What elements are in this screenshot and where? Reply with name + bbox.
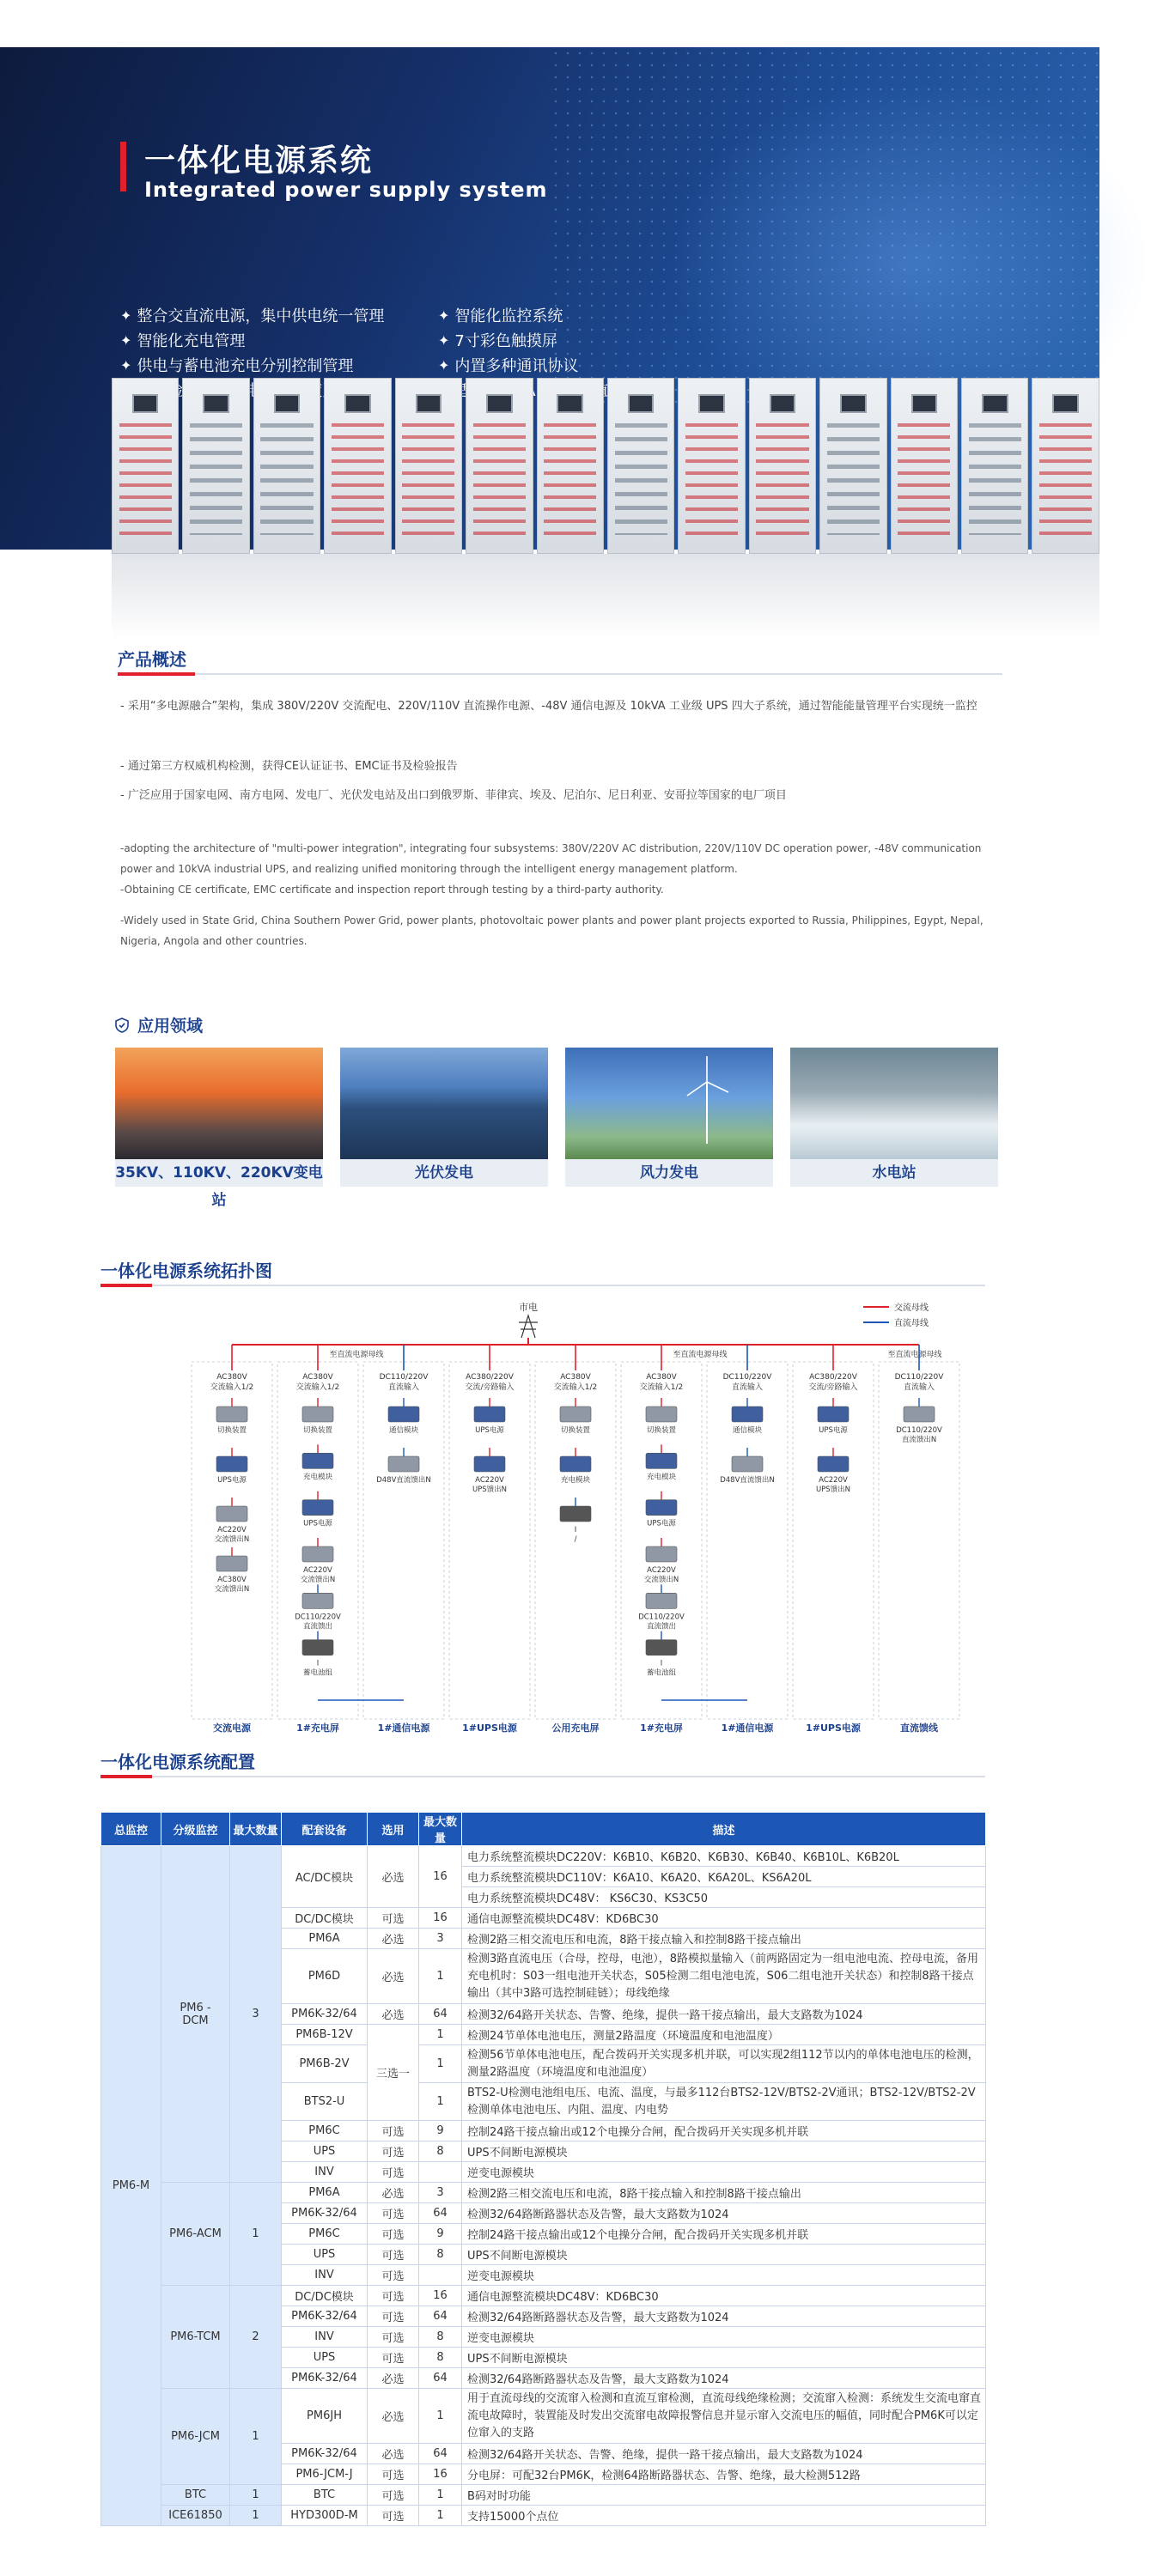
input-label: 交流/旁路输入 [465, 1383, 515, 1392]
input-label: 交流输入1/2 [553, 1383, 598, 1392]
input-label: 交流输入1/2 [639, 1383, 684, 1392]
table-row: INV 可选 8 逆变电源模块 [101, 2327, 986, 2348]
device-icon [474, 1456, 505, 1472]
device-label: 交流馈出N [300, 1576, 336, 1584]
device-label: UPS电源 [217, 1476, 247, 1485]
device-label: 切换装置 [646, 1426, 677, 1435]
feature-item: ✦ 内置多种通讯协议 [438, 356, 579, 375]
device-label: 切换装置 [302, 1426, 333, 1435]
star-icon: ✦ [120, 307, 132, 324]
device-label: 通信模块 [388, 1426, 419, 1435]
device-label: UPS电源 [303, 1519, 332, 1528]
feature-item: ✦ 智能化监控系统 [438, 307, 563, 325]
star-icon: ✦ [120, 356, 132, 374]
device-icon [302, 1593, 333, 1608]
table-row: INV 可选 逆变电源模块 [101, 2162, 986, 2183]
table-row: BTC 1 BTC 可选 1 B码对时功能 [101, 2485, 986, 2506]
input-label: AC380/220V [466, 1373, 514, 1382]
table-row: 电力系统整流模块DC110V：K6A10、K6A20、K6A20L、KS6A20L [101, 1867, 986, 1887]
device-label: 充电模块 [646, 1473, 677, 1482]
device-label: DC110/220V [295, 1613, 341, 1622]
device-label: 直流馈出 [646, 1622, 677, 1631]
device-icon [216, 1506, 247, 1522]
feature-item: ✦ 整合交直流电源，集中供电统一管理 [120, 307, 385, 325]
device-label: 直流馈出 [302, 1622, 333, 1631]
panel-name: 1#UPS电源 [806, 1722, 861, 1734]
overview-heading: 产品概述 [118, 649, 186, 670]
application-card: 35KV、110KV、220KV变电站 [115, 1048, 323, 1187]
wind-photo [565, 1048, 773, 1159]
table-row: INV 可选 逆变电源模块 [101, 2265, 986, 2286]
table-row: PM6B-12V 三选一 1 检测24节单体电池电压，测量2路温度（环境温度和电池温度） [101, 2025, 986, 2045]
table-row: PM6K-32/64 必选 64 检测32/64路开关状态、告警、绝缘，提供一路干接点输出，最大支路数为1024 [101, 2444, 986, 2464]
group-cell: PM6-JCM [161, 2389, 230, 2485]
shield-icon [115, 1018, 129, 1033]
col-header: 配套设备 [282, 1813, 368, 1846]
device-label: 交流馈出N [214, 1535, 250, 1544]
device-icon [904, 1406, 935, 1422]
bus-label: 至直流电源母线 [329, 1351, 384, 1359]
device-label: AC220V [217, 1526, 247, 1534]
feature-item: ✦ 智能化充电管理 [120, 331, 246, 350]
feature-item: ✦ 7寸彩色触摸屏 [438, 331, 557, 350]
device-icon [216, 1556, 247, 1571]
table-row: UPS 可选 8 UPS不间断电源模块 [101, 2245, 986, 2265]
application-card: 水电站 [790, 1048, 998, 1187]
device-label: AC220V [475, 1476, 504, 1485]
device-icon [646, 1406, 677, 1422]
device-label: 蓄电池组 [302, 1668, 333, 1678]
col-header: 描述 [462, 1813, 986, 1846]
table-row: PM6-JCM-J 可选 16 分电屏：可配32台PM6K，检测64路断路器状态、告警、绝缘，最大检测512路 [101, 2464, 986, 2485]
device-label: 蓄电池组 [646, 1668, 677, 1678]
device-label: 交流馈出N [214, 1585, 250, 1594]
star-icon: ✦ [120, 331, 132, 349]
device-icon [560, 1456, 591, 1472]
legend-ac-label: 交流母线 [894, 1303, 929, 1313]
device-icon [302, 1640, 333, 1656]
device-icon [646, 1500, 677, 1516]
device-label: UPS馈出N [472, 1485, 508, 1494]
panel-name: 1#充电屏 [296, 1722, 339, 1734]
substation-photo [115, 1048, 323, 1159]
device-label: I [316, 1659, 320, 1668]
page-subtitle: Integrated power supply system [144, 178, 548, 202]
input-label: DC110/220V [379, 1373, 429, 1382]
device-icon [646, 1640, 677, 1656]
table-row: ICE61850 1 HYD300D-M 可选 1 支持15000个点位 [101, 2506, 986, 2526]
input-label: 直流输入 [903, 1383, 935, 1392]
device-label: UPS电源 [819, 1426, 848, 1435]
topology-diagram [185, 1297, 992, 1743]
device-icon [388, 1456, 419, 1472]
panel-name: 1#通信电源 [377, 1722, 430, 1734]
master-cell: PM6-M [101, 1846, 161, 2526]
device-label: D48V直流馈出N [376, 1476, 431, 1485]
table-row: PM6-M PM6 - DCM 3 AC/DC模块 必选 16 电力系统整流模块DC220V：K6B10、K6B20、K6B30、K6B40、K6B10L、K6B20L [101, 1846, 986, 1867]
device-icon [646, 1453, 677, 1468]
device-icon [388, 1406, 419, 1422]
input-label: 交流输入1/2 [210, 1383, 254, 1392]
device-label: 直流馈出N [901, 1436, 937, 1444]
overview-en-1: -adopting the architecture of "multi-power integration", integrating four subsystems: 380V/220V AC distribution, 220V/110V DC operation power, -48V communication power and 10kVA industrial UPS, and realizing unified monitoring through the intelligent energy management platform. [120, 842, 982, 875]
group-cell: PM6-TCM [161, 2286, 230, 2389]
col-header: 分级监控 [161, 1813, 230, 1846]
input-label: 交流/旁路输入 [808, 1383, 858, 1392]
table-row: PM6A 必选 3 检测2路三相交流电压和电流，8路干接点输入和控制8路干接点输出 [101, 1929, 986, 1949]
device-icon [302, 1406, 333, 1422]
page-title: 一体化电源系统 [144, 143, 374, 179]
config-heading: 一体化电源系统配置 [100, 1752, 255, 1772]
topology-heading: 一体化电源系统拓扑图 [100, 1261, 272, 1281]
bus-label: 至直流电源母线 [673, 1351, 728, 1359]
input-label: DC110/220V [722, 1373, 772, 1382]
panel-name: 公用充电屏 [551, 1722, 600, 1734]
device-label: 充电模块 [560, 1476, 591, 1485]
device-label: AC220V [647, 1566, 676, 1575]
col-header: 最大数量 [230, 1813, 282, 1846]
device-icon [560, 1406, 591, 1422]
table-row: PM6K-32/64 可选 64 检测32/64路断路器状态及告警，最大支路数为1024 [101, 2203, 986, 2224]
hydropower-photo [790, 1048, 998, 1159]
table-row: PM6-TCM 2 DC/DC模块 可选 16 通信电源整流模块DC48V：KD6BC30 [101, 2286, 986, 2306]
device-label: AC380V [217, 1576, 247, 1584]
device-icon [818, 1456, 849, 1472]
table-row: UPS 可选 8 UPS不间断电源模块 [101, 2348, 986, 2368]
application-card: 风力发电 [565, 1048, 773, 1187]
device-label: DC110/220V [638, 1613, 685, 1622]
cabinet-product-image [112, 378, 1099, 554]
panel-name: 直流馈线 [900, 1722, 938, 1734]
star-icon: ✦ [438, 307, 450, 324]
table-row: PM6K-32/64 必选 64 检测32/64路断路器状态及告警，最大支路数为1024 [101, 2368, 986, 2389]
source-label: 市电 [519, 1302, 538, 1313]
table-row: PM6C 可选 9 控制24路干接点输出或12个电操分合闸，配合拨码开关实现多机并联 [101, 2121, 986, 2142]
legend-dc-label: 直流母线 [894, 1319, 929, 1328]
table-row: UPS 可选 8 UPS不间断电源模块 [101, 2142, 986, 2162]
overview-en-3: -Widely used in State Grid, China Southern Power Grid, power plants, photovoltaic power plants and power plant projects exported to Russia, Philippines, Egypt, Nepal, Nigeria, Angola and other countries. [120, 914, 984, 947]
device-icon [302, 1500, 333, 1516]
input-label: AC380V [302, 1373, 333, 1382]
solar-photo [340, 1048, 548, 1159]
input-label: 直流输入 [731, 1383, 764, 1392]
col-header: 最大数量 [419, 1813, 462, 1846]
config-table: 总监控 分级监控 最大数量 配套设备 选用 最大数量 描述 PM6-M PM6 - DCM 3 AC/DC模块 必选 16 电力系统整流模块DC220V：K6B10、K6B20、K6B30、K6B40、K6B10L、K6B20L 电力系统整流模块DC110V：K6A10、K6A20、K6A20L、KS6A20L 电力系统整流模块DC48V： KS6C30、KS3C50 DC/DC模块 可选 16 通信电源整流模块DC48V：KD6BC30 PM6A 必选 3 检测2路三相交流电压和电流，8路干接点输入和控制8路干接点输出 PM6D 必选 1 检测3路直流电压（合母，控母，电池），8路模拟量输入（前两路固定为一组电池电流、控母电流，备用充电机时：S03一组电池开关状态，S05检测二组电池电流，S06二组电池开关状态）和控制8路干接点输出（其中3路可选控制硅链）；母线绝缘 PM6K-32/64 必选 64 检测32/64路开关状态、告警、绝缘，提供一路干接点输出，最大支路数为1024 PM6B-12V 三选一 1 检测24节单体电池电压，测量2路温度（环境温度和电池温度） PM6B-2V 1 检测56节单体电池电压，配合拨码开关实现多机并联，可以实现2组112节以内的单体电池电压的检测，测量2路温度（环境温度和电池温度） BTS2-U 1 BTS2-U检测电池组电压、电流、温度，与最多112台BTS2-12V/BTS2-2V通讯；BTS2-12V/BTS2-2V检测单体电池电压、内阻、温度、内电势 PM6C 可选 9 控制24路干接点输出或12个电操分合闸，配合拨码开关实现多机并联 UPS 可选 8 UPS不间断电源模块 INV 可选 逆变电源模块 PM6-ACM 1 PM6A 必选 3 检测2路三相交流电压和电流，8路干接点输入和控制8路干接点输出 PM6K-32/64 可选 64 检测32/64路断路器状态及告警，最大支路数为1024 PM6C 可选 9 控制24路干接点输出或12个电操分合闸，配合拨码开关实现多机并联 UPS 可选 8 UPS不间断电源模块 INV 可选 逆变电源模块 PM6-TCM 2 DC/DC模块 可选 16 通信电源整流模块DC48V：KD6BC30 PM6K-32/64 可选 64 检测32/64路断路器状态及告警，最大支路数为1024 INV 可选 8 逆变电源模块 UPS 可选 8 UPS不间断电源模块 PM6K-32/64 必选 64 检测32/64路断路器状态及告警，最大支路数为1024 PM6-JCM 1 PM6JH 必选 1 用于直流母线的交流窜入检测和直流互窜检测，直流母线绝缘检测；交流窜入检测：系统发生交流电窜直流电故障时，装置能及时发出交流窜电故障报警信息并显示窜入交流电压的幅值，同时配合PM6K可以定位窜入的支路 PM6K-32/64 必选 64 检测32/64路开关状态、告警、绝缘，提供一路干接点输出，最大支路数为1024 PM6-JCM-J 可选 16 分电屏：可配32台PM6K，检测64路断路器状态、告警、绝缘，最大检测512路 BTC 1 BTC 可选 1 B码对时功能 ICE61850 1 HYD300D-M 可选 1 支持15000个点位 [100, 1812, 986, 2526]
input-label: AC380V [216, 1373, 247, 1382]
panel-name: 交流电源 [213, 1722, 251, 1734]
table-row: DC/DC模块 可选 16 通信电源整流模块DC48V：KD6BC30 [101, 1908, 986, 1929]
overview-cn-1: - 采用“多电源融合”架构，集成 380V/220V 交流配电、220V/110V 直流操作电源、-48V 通信电源及 10kVA 工业级 UPS 四大子系统，通过智能能量管理平台实现统一监控 [120, 700, 977, 713]
panel-name: 1#UPS电源 [462, 1722, 517, 1734]
overview-cn-3: - 广泛应用于国家电网、南方电网、发电厂、光伏发电站及出口到俄罗斯、菲律宾、埃及、尼泊尔、尼日利亚、安哥拉等国家的电厂项目 [120, 789, 787, 802]
group-cell: PM6-ACM [161, 2183, 230, 2286]
device-label: 通信模块 [732, 1426, 763, 1435]
device-label: I [574, 1526, 577, 1534]
title-accent-bar [120, 142, 126, 191]
device-label: / [574, 1535, 577, 1544]
table-row: PM6D 必选 1 检测3路直流电压（合母，控母，电池），8路模拟量输入（前两路固定为一组电池电流、控母电流，备用充电机时：S03一组电池开关状态，S05检测二组电池电流，S06二组电池开关状态）和控制8路干接点输出（其中3路可选控制硅链）；母线绝缘 [101, 1949, 986, 2004]
application-gallery [115, 1048, 1000, 1209]
panel-name: 1#通信电源 [721, 1722, 774, 1734]
device-label: UPS电源 [647, 1519, 676, 1528]
panel-name: 1#充电屏 [640, 1722, 683, 1734]
star-icon: ✦ [438, 331, 450, 349]
table-row: PM6C 可选 9 控制24路干接点输出或12个电操分合闸，配合拨码开关实现多机并联 [101, 2224, 986, 2245]
application-card: 光伏发电 [340, 1048, 548, 1187]
device-label: 切换装置 [216, 1426, 247, 1435]
input-label: AC380V [646, 1373, 677, 1382]
table-row: PM6K-32/64 必选 64 检测32/64路开关状态、告警、绝缘，提供一路干接点输出，最大支路数为1024 [101, 2004, 986, 2025]
table-row: PM6K-32/64 可选 64 检测32/64路断路器状态及告警，最大支路数为1024 [101, 2306, 986, 2327]
overview-en-2: -Obtaining CE certificate, EMC certificate and inspection report through testing by a third-party authority. [120, 884, 664, 896]
table-row: PM6B-2V 1 检测56节单体电池电压，配合拨码开关实现多机并联，可以实现2组112节以内的单体电池电压的检测，测量2路温度（环境温度和电池温度） [101, 2045, 986, 2083]
device-label: DC110/220V [896, 1426, 942, 1435]
device-icon [646, 1546, 677, 1562]
device-icon [818, 1406, 849, 1422]
device-icon [732, 1456, 763, 1472]
option-three-cell: 三选一 [368, 2025, 419, 2121]
overview-cn-2: - 通过第三方权威机构检测，获得CE认证证书、EMC证书及检验报告 [120, 760, 458, 773]
bus-label: 至直流电源母线 [887, 1351, 942, 1359]
device-icon [474, 1406, 505, 1422]
power-tower-icon [519, 1315, 538, 1338]
input-label: AC380V [560, 1373, 591, 1382]
table-header [101, 1813, 986, 1846]
device-label: 交流馈出N [643, 1576, 679, 1584]
table-row: 电力系统整流模块DC48V： KS6C30、KS3C50 [101, 1887, 986, 1908]
col-header: 总监控 [101, 1813, 161, 1846]
device-label: UPS馈出N [815, 1485, 851, 1494]
device-label: I [660, 1659, 663, 1668]
device-label: 充电模块 [302, 1473, 333, 1482]
input-label: 交流输入1/2 [295, 1383, 340, 1392]
table-row: BTS2-U 1 BTS2-U检测电池组电压、电流、温度，与最多112台BTS2-12V/BTS2-2V通讯；BTS2-12V/BTS2-2V检测单体电池电压、内阻、温度、内电势 [101, 2083, 986, 2121]
device-icon [646, 1593, 677, 1608]
table-row: PM6-ACM 1 PM6A 必选 3 检测2路三相交流电压和电流，8路干接点输入和控制8路干接点输出 [101, 2183, 986, 2203]
col-header: 选用 [368, 1813, 419, 1846]
device-label: D48V直流馈出N [720, 1476, 775, 1485]
device-icon [560, 1506, 591, 1522]
input-label: DC110/220V [894, 1373, 944, 1382]
application-heading: 应用领域 [115, 1013, 203, 1036]
device-icon [732, 1406, 763, 1422]
group-cell: PM6 - DCM [161, 1846, 230, 2183]
input-label: 直流输入 [387, 1383, 420, 1392]
device-label: 切换装置 [560, 1426, 591, 1435]
device-icon [216, 1456, 247, 1472]
device-icon [302, 1453, 333, 1468]
star-icon: ✦ [438, 356, 450, 374]
feature-item: ✦ 供电与蓄电池充电分别控制管理 [120, 356, 354, 375]
device-label: UPS电源 [475, 1426, 504, 1435]
device-icon [302, 1546, 333, 1562]
device-label: AC220V [303, 1566, 332, 1575]
device-label: AC220V [819, 1476, 848, 1485]
input-label: AC380/220V [809, 1373, 857, 1382]
device-icon [216, 1406, 247, 1422]
